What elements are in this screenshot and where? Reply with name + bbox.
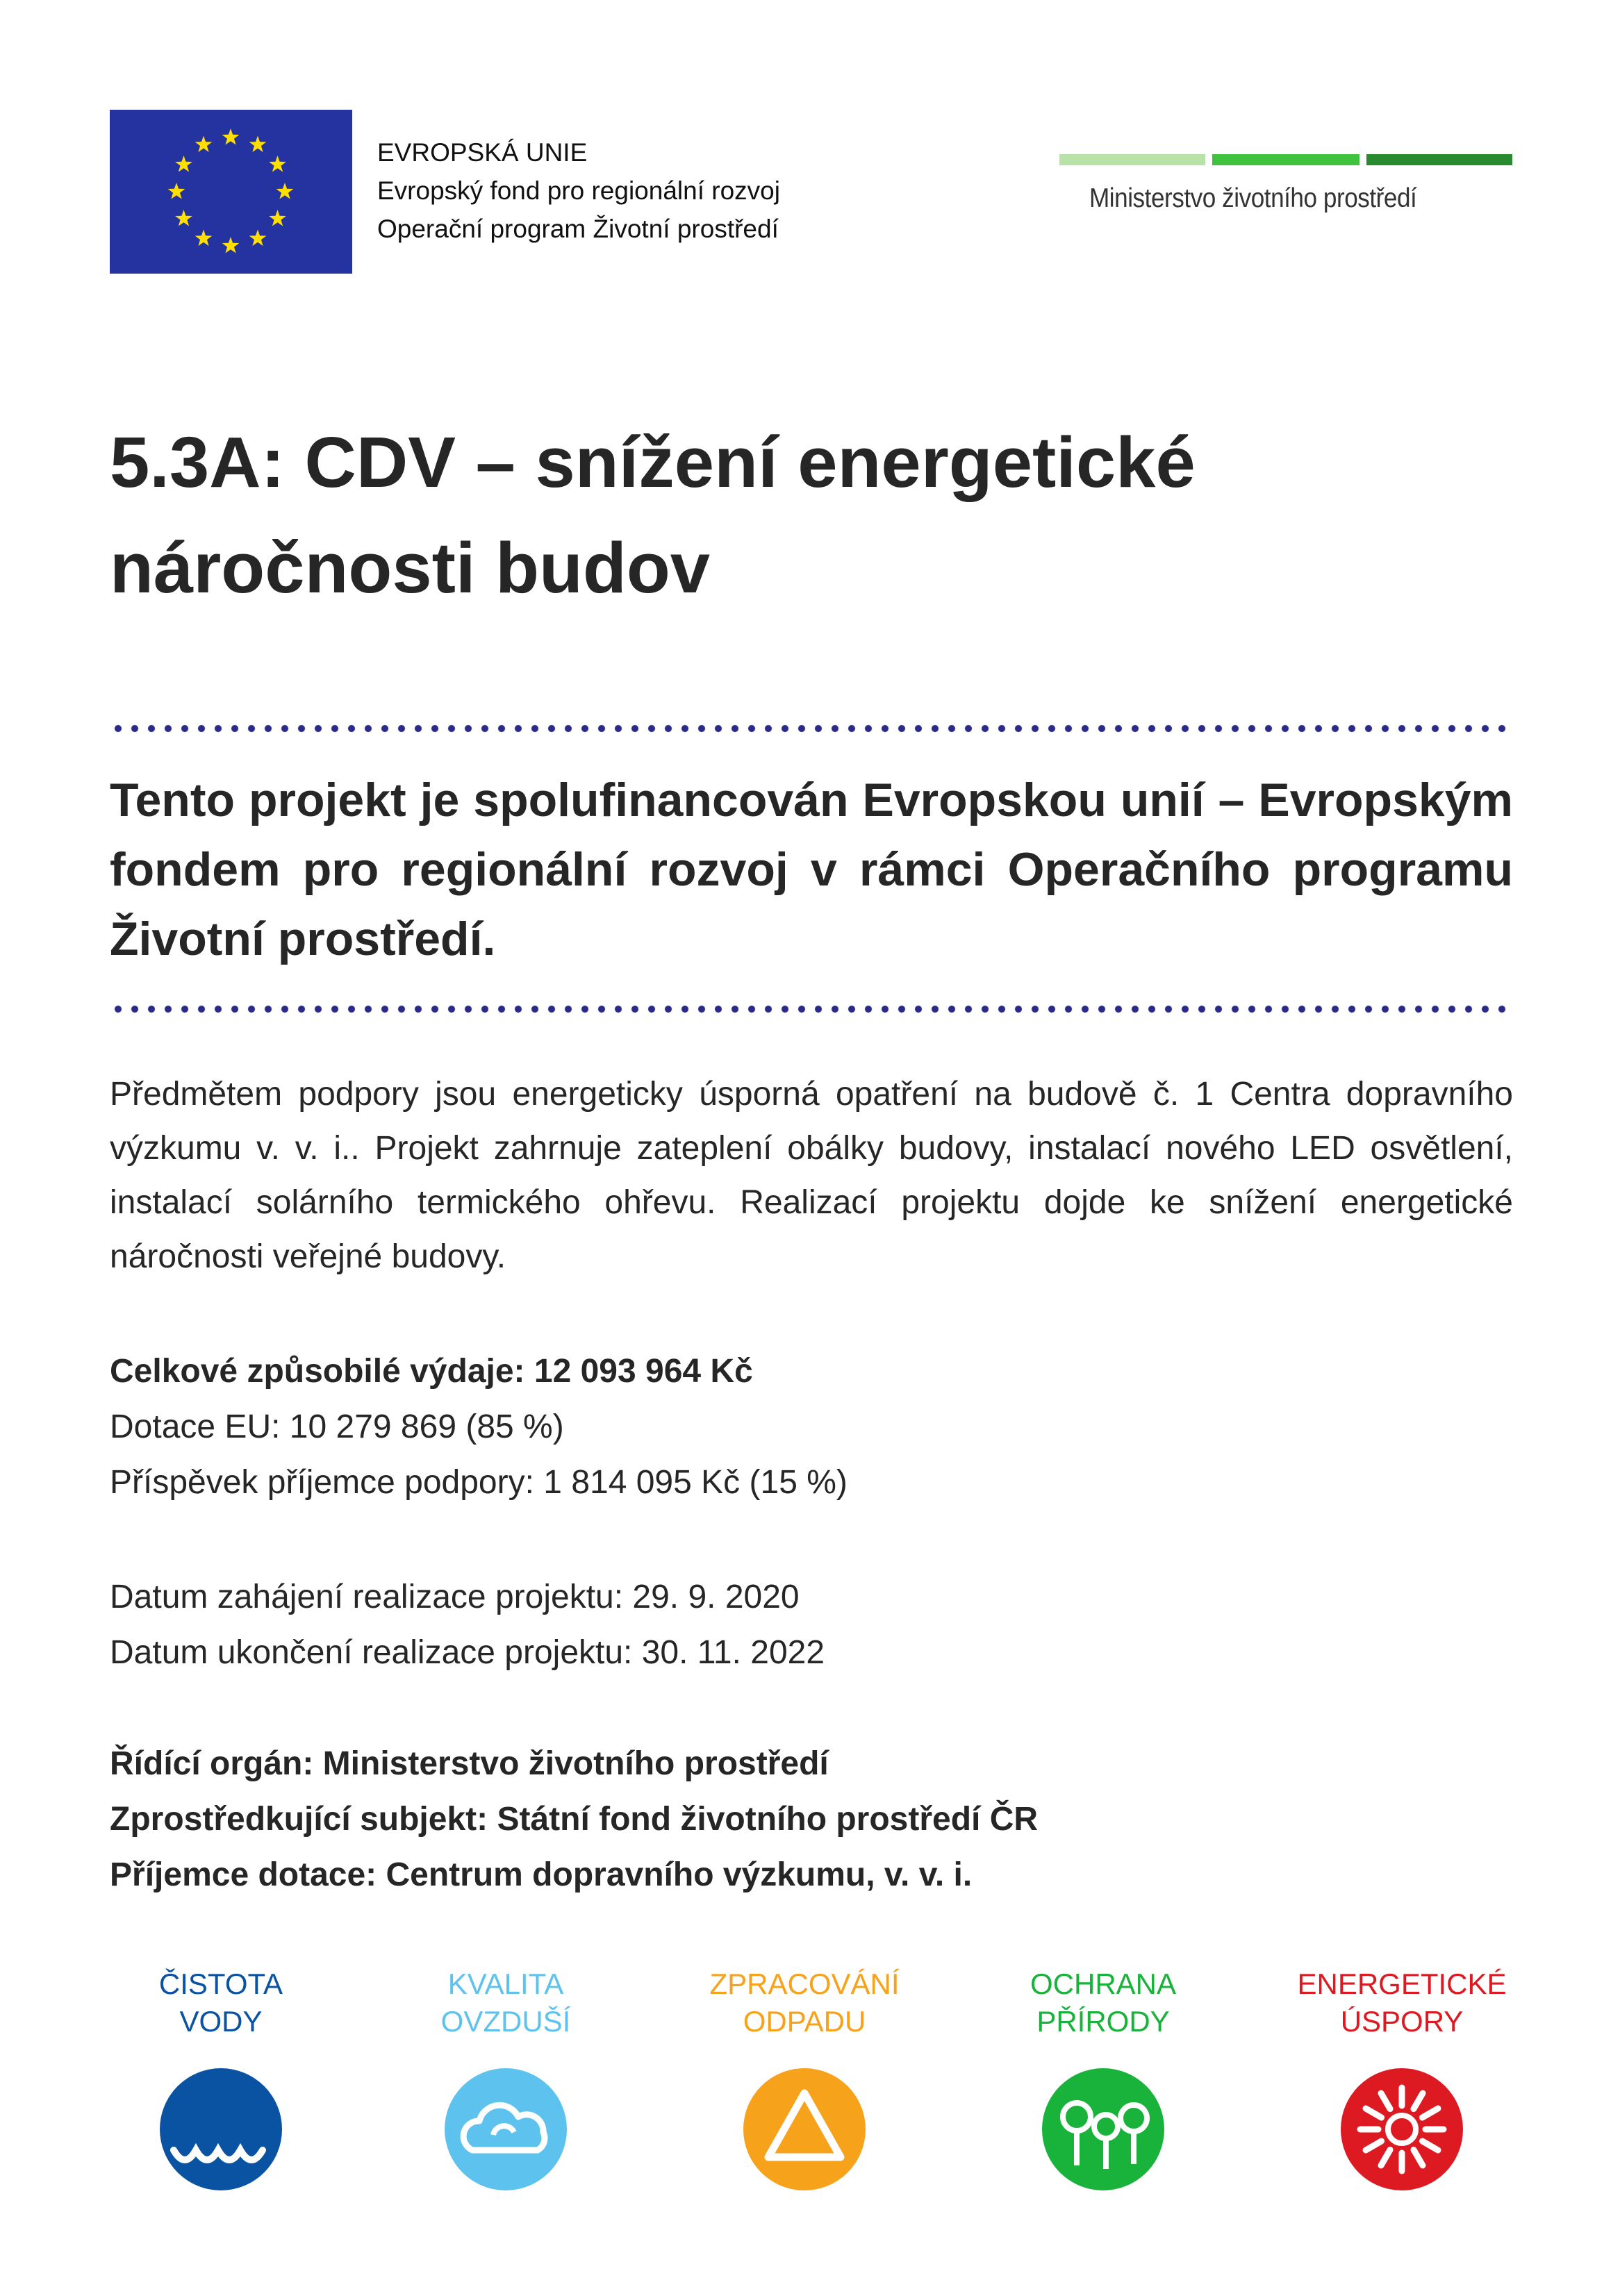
category-energy	[1270, 1965, 1534, 2190]
sun-icon	[1341, 2068, 1463, 2190]
sun-ray	[1414, 2149, 1423, 2165]
project-description: Předmětem podpory jsou energeticky úsporná opatření na budově č. 1 Centra dopravního výzkumu v. v. i.. Projekt zahrnuje zateplení obálky budovy, instalací nového LED osvětlení, instalací solárního termického ohřevu. Realizací projektu dojde ke snížení energetické náročnosti veřejné budovy.	[110, 1076, 1513, 1275]
category-label: ZPRACOVÁNÍ ODPADU	[709, 1968, 900, 2038]
ministry-name: Ministerstvo životního prostředí	[1089, 183, 1417, 213]
eu-star-icon	[269, 210, 286, 226]
page-title: 5.3A: CDV – snížení energetické náročnosti budov	[110, 422, 1196, 608]
eu-star-icon	[249, 230, 267, 247]
eu-flag	[110, 110, 352, 274]
eu-star-icon	[222, 237, 240, 253]
eu-star-icon	[195, 135, 213, 152]
eu-star-icon	[249, 135, 267, 152]
ministry-bar-dark	[1366, 154, 1512, 165]
cloud-icon	[445, 2068, 567, 2190]
category-nature	[971, 1965, 1235, 2190]
eu-name: EVROPSKÁ UNIE	[377, 138, 588, 167]
category-air	[374, 1965, 638, 2190]
eu-star-icon	[175, 210, 192, 226]
water-icon	[160, 2068, 282, 2190]
grant-recipient: Příjemce dotace: Centrum dopravního výzkumu, v. v. i.	[110, 1856, 973, 1893]
eu-grant: Dotace EU: 10 279 869 (85 %)	[110, 1408, 564, 1445]
category-label: ČISTOTA VODY	[158, 1968, 283, 2038]
eu-fund: Evropský fond pro regionální rozvoj	[377, 176, 780, 205]
category-water	[89, 1965, 353, 2190]
recycle-triangle-icon	[743, 2068, 866, 2190]
eu-star-icon	[195, 230, 213, 247]
category-label: OCHRANA PŘÍRODY	[1030, 1968, 1177, 2038]
cofinancing-statement: Tento projekt je spolufinancován Evropskou unií – Evropským fondem pro regionální rozvoj v rámci Operačního programu Životní prostředí.	[110, 774, 1513, 965]
sun-ray	[1414, 2093, 1423, 2109]
sun-ray	[1366, 2141, 1382, 2150]
eu-star-icon	[222, 128, 240, 145]
eu-text-block	[377, 133, 780, 248]
managing-authority: Řídící orgán: Ministerstvo životního prostředí	[110, 1745, 829, 1782]
eu-star-icon	[276, 183, 294, 199]
start-date: Datum zahájení realizace projektu: 29. 9. 2020	[110, 1579, 800, 1615]
eu-star-icon	[168, 183, 185, 199]
ministry-bar-mid	[1212, 154, 1359, 165]
sun-ray	[1422, 2141, 1438, 2150]
sun-ray	[1381, 2149, 1390, 2165]
total-costs: Celkové způsobilé výdaje: 12 093 964 Kč	[110, 1353, 753, 1390]
eu-program: Operační program Životní prostředí	[377, 215, 779, 243]
dotted-divider-bottom	[110, 1005, 1513, 1013]
intermediary-body: Zprostředkující subjekt: Státní fond životního prostředí ČR	[110, 1801, 1039, 1838]
eu-star-icon	[175, 156, 192, 172]
organizations-block	[110, 1736, 1038, 1903]
eu-stars-icon	[110, 110, 352, 274]
end-date: Datum ukončení realizace projektu: 30. 11. 2022	[110, 1634, 825, 1671]
financing-block	[110, 1344, 848, 1511]
category-label: KVALITA OVZDUŠÍ	[440, 1968, 571, 2038]
ministry-logo-bars	[1059, 154, 1512, 165]
category-label: ENERGETICKÉ ÚSPORY	[1297, 1968, 1507, 2038]
trees-icon	[1042, 2068, 1164, 2190]
sun-ray	[1422, 2108, 1438, 2118]
recipient-contribution: Příspěvek příjemce podpory: 1 814 095 Kč (15 %)	[110, 1464, 848, 1501]
ministry-bar-light	[1059, 154, 1205, 165]
category-waste	[672, 1965, 936, 2190]
dotted-divider-top	[110, 724, 1513, 733]
eu-star-icon	[269, 156, 286, 172]
dates-block	[110, 1570, 825, 1681]
sun-ray	[1381, 2093, 1390, 2109]
sun-ray	[1366, 2108, 1382, 2118]
